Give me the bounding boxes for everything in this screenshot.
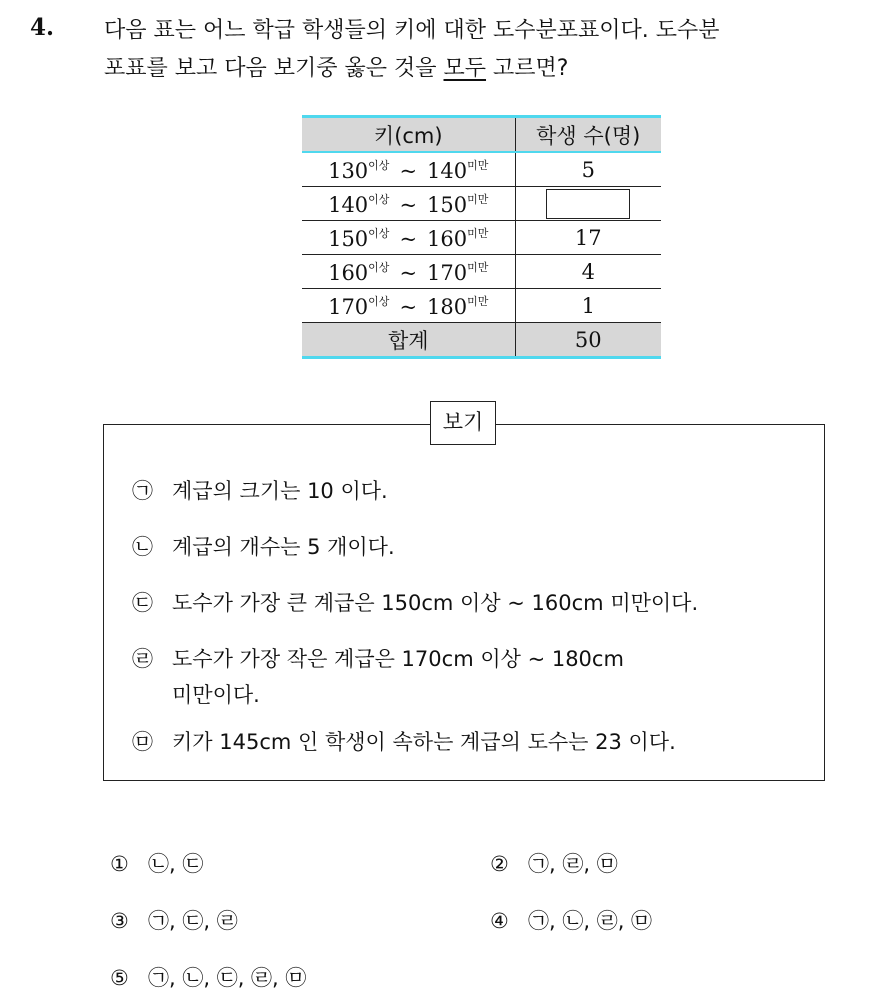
range-high-suffix: 미만: [467, 294, 489, 308]
range-tilde: ~: [399, 226, 418, 251]
question-number: 4.: [30, 14, 55, 41]
bogi-item: [132, 585, 822, 621]
choice-marker: ①: [110, 852, 129, 876]
height-range: [328, 159, 488, 183]
range-tilde: ~: [399, 158, 418, 183]
range-high-suffix: 미만: [467, 158, 489, 172]
student-count: 17: [574, 225, 602, 250]
table-row: [302, 289, 661, 323]
range-low-suffix: 이상: [368, 226, 390, 240]
student-count-cell: [515, 221, 661, 255]
bogi-item-text: 계급의 크기는 10 이다.: [172, 479, 388, 503]
student-count-cell: [515, 187, 661, 221]
height-range: [328, 227, 488, 251]
bogi-item-text: 키가 145cm 인 학생이 속하는 계급의 도수는 23 이다.: [172, 730, 676, 754]
question-text: [104, 12, 874, 88]
question-underlined-word: 모두: [443, 56, 487, 81]
height-range-cell: [302, 221, 515, 255]
bogi-item: [132, 641, 822, 713]
header-height: 키(cm): [302, 117, 515, 153]
student-count: 1: [581, 293, 595, 318]
range-tilde: ~: [399, 192, 418, 217]
range-low-suffix: 이상: [368, 260, 390, 274]
range-high: 180: [427, 294, 468, 319]
choice-text: ㉠, ㉡, ㉣, ㉤: [528, 909, 653, 933]
bogi-item: [132, 473, 822, 509]
question-line1: 다음 표는 어느 학급 학생들의 키에 대한 도수분포표이다. 도수분: [104, 18, 720, 43]
range-low: 160: [328, 260, 369, 285]
choice-text: ㉠, ㉣, ㉤: [528, 852, 618, 876]
range-low-suffix: 이상: [368, 158, 390, 172]
range-low: 150: [328, 226, 369, 251]
bogi-item: [132, 529, 822, 565]
total-label: 합계: [302, 323, 515, 358]
total-value: 50: [515, 323, 661, 358]
table-header-row: [302, 117, 661, 153]
height-range-cell: [302, 187, 515, 221]
range-low-suffix: 이상: [368, 294, 390, 308]
table-row: [302, 187, 661, 221]
question-line2-post: 고르면?: [486, 56, 569, 81]
bogi-item-marker: ㉣: [132, 647, 153, 671]
student-count-cell: [515, 289, 661, 323]
range-high-suffix: 미만: [467, 226, 489, 240]
height-range: [328, 295, 488, 319]
bogi-item-text: 도수가 가장 작은 계급은 170cm 이상 ~ 180cm: [172, 647, 624, 671]
choice-marker: ⑤: [110, 966, 129, 990]
frequency-table: [302, 115, 661, 359]
bogi-item-marker: ㉤: [132, 730, 153, 754]
table-row: [302, 152, 661, 187]
question-line2-pre: 포표를 보고 다음 보기중 옳은 것을: [104, 56, 444, 81]
range-high-suffix: 미만: [467, 260, 489, 274]
height-range-cell: [302, 152, 515, 187]
height-range: [328, 193, 488, 217]
table-row: [302, 221, 661, 255]
height-range: [328, 261, 488, 285]
choice-4[interactable]: [490, 905, 652, 935]
choice-1[interactable]: [110, 848, 203, 878]
range-low: 130: [328, 158, 369, 183]
bogi-title: 보기: [430, 401, 496, 445]
choice-marker: ③: [110, 909, 129, 933]
bogi-item-marker: ㉡: [132, 535, 153, 559]
student-count-cell: [515, 152, 661, 187]
student-count: 4: [581, 259, 595, 284]
table-row: [302, 255, 661, 289]
range-high: 150: [427, 192, 468, 217]
choice-marker: ④: [490, 909, 509, 933]
height-range-cell: [302, 255, 515, 289]
bogi-item-marker: ㉢: [132, 591, 153, 615]
bogi-item-marker: ㉠: [132, 479, 153, 503]
choice-3[interactable]: [110, 905, 238, 935]
range-high: 170: [427, 260, 468, 285]
range-high: 140: [427, 158, 468, 183]
range-tilde: ~: [399, 294, 418, 319]
choice-marker: ②: [490, 852, 509, 876]
blank-answer-box[interactable]: [546, 189, 630, 219]
range-low-suffix: 이상: [368, 192, 390, 206]
choice-text: ㉠, ㉢, ㉣: [148, 909, 238, 933]
range-low: 140: [328, 192, 369, 217]
height-range-cell: [302, 289, 515, 323]
bogi-item-text: 계급의 개수는 5 개이다.: [172, 535, 395, 559]
student-count: 5: [581, 157, 595, 182]
range-tilde: ~: [399, 260, 418, 285]
choice-2[interactable]: [490, 848, 618, 878]
choice-text: ㉡, ㉢: [148, 852, 204, 876]
student-count-cell: [515, 255, 661, 289]
range-high-suffix: 미만: [467, 192, 489, 206]
bogi-item: [132, 724, 822, 760]
choice-text: ㉠, ㉡, ㉢, ㉣, ㉤: [148, 966, 307, 990]
bogi-item-text: 도수가 가장 큰 계급은 150cm 이상 ~ 160cm 미만이다.: [172, 591, 699, 615]
bogi-item-continuation: 미만이다.: [172, 683, 260, 707]
header-students: 학생 수(명): [515, 117, 661, 153]
range-high: 160: [427, 226, 468, 251]
choice-5[interactable]: [110, 962, 306, 992]
table-total-row: [302, 323, 661, 358]
range-low: 170: [328, 294, 369, 319]
